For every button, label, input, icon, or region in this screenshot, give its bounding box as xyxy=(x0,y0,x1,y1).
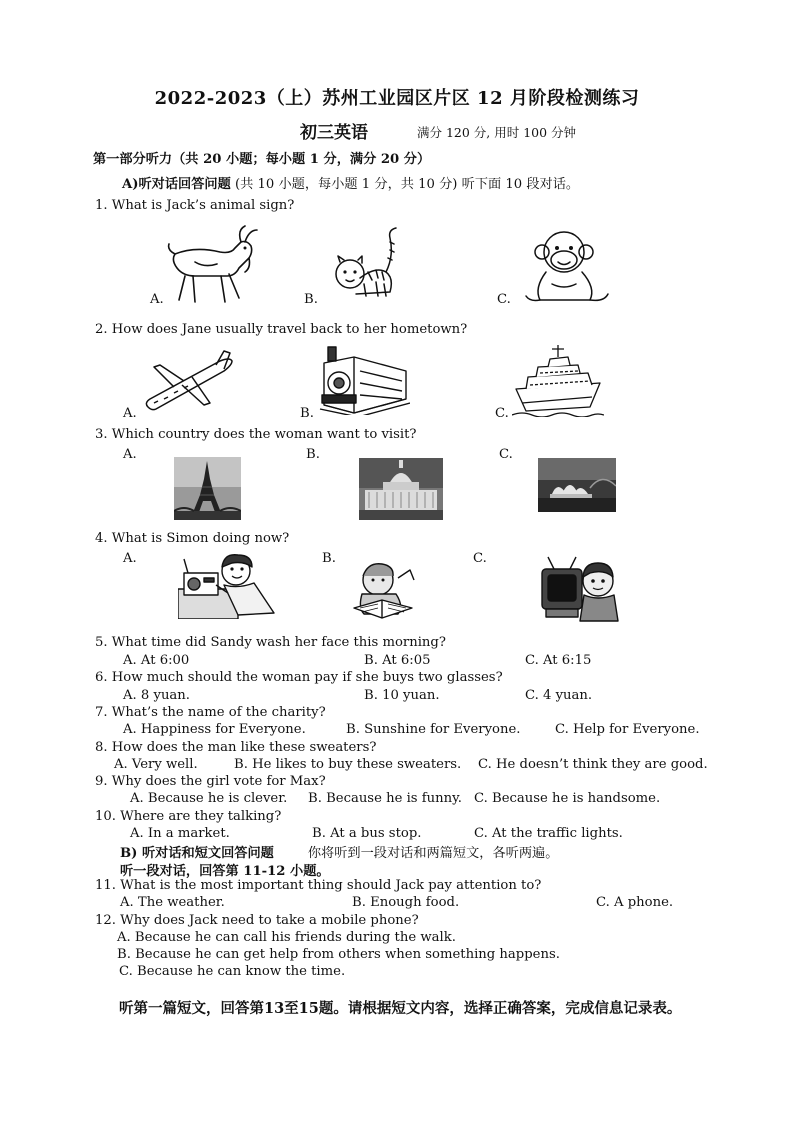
q11-option-c[interactable]: C. A phone. xyxy=(596,895,674,910)
dialogue-heading: 听一段对话，回答第 11-12 小题。 xyxy=(120,864,330,879)
question-9: 9. Why does the girl vote for Max? xyxy=(95,774,326,789)
q8-option-c[interactable]: C. He doesn’t think they are good. xyxy=(478,757,708,772)
q5-option-b[interactable]: B. At 6:05 xyxy=(364,653,431,668)
question-2: 2. How does Jane usually travel back to her hometown? xyxy=(95,322,468,337)
q8-option-b[interactable]: B. He likes to buy these sweaters. xyxy=(234,757,462,772)
q2-option-a[interactable]: A. xyxy=(123,406,137,421)
boy-tv-icon xyxy=(540,555,620,623)
question-5: 5. What time did Sandy wash her face this morning? xyxy=(95,635,446,650)
q10-option-c[interactable]: C. At the traffic lights. xyxy=(474,826,623,841)
q7-option-a[interactable]: A. Happiness for Everyone. xyxy=(123,722,306,737)
q4-option-b[interactable]: B. xyxy=(322,551,336,566)
q6-option-b[interactable]: B. 10 yuan. xyxy=(364,688,440,703)
child-reading-icon xyxy=(348,560,418,620)
q4-option-a[interactable]: A. xyxy=(123,551,137,566)
subject-title: 初三英语 xyxy=(300,123,368,143)
passage1-heading: 听第一篇短文，回答第13至15题。请根据短文内容，选择正确答案，完成信息记录表。 xyxy=(119,1000,682,1017)
q9-option-c[interactable]: C. Because he is handsome. xyxy=(474,791,661,806)
ship-icon xyxy=(512,343,604,417)
question-4: 4. What is Simon doing now? xyxy=(95,531,290,546)
q11-option-b[interactable]: B. Enough food. xyxy=(352,895,460,910)
sectionA-title: A)听对话回答问题 xyxy=(122,177,231,192)
train-icon xyxy=(318,343,410,415)
q10-option-b[interactable]: B. At a bus stop. xyxy=(312,826,422,841)
monkey-icon xyxy=(520,228,612,304)
question-10: 10. Where are they talking? xyxy=(95,809,282,824)
q6-option-c[interactable]: C. 4 yuan. xyxy=(525,688,593,703)
page-title: 2022-2023（上）苏州工业园区片区 12 月阶段检测练习 xyxy=(154,88,640,109)
q7-option-b[interactable]: B. Sunshine for Everyone. xyxy=(346,722,521,737)
q2-option-b[interactable]: B. xyxy=(300,406,314,421)
q6-option-a[interactable]: A. 8 yuan. xyxy=(123,688,190,703)
sectionB-title: B) 听对话和短文回答问题 xyxy=(120,846,274,861)
q9-option-b[interactable]: B. Because he is funny. xyxy=(308,791,462,806)
q2-option-c[interactable]: C. xyxy=(495,406,509,421)
q1-option-b[interactable]: B. xyxy=(304,292,318,307)
sectionB-desc: 你将听到一段对话和两篇短文，各听两遍。 xyxy=(307,846,559,861)
q12-option-b[interactable]: B. Because he can get help from others when something happens. xyxy=(117,947,560,962)
question-11: 11. What is the most important thing should Jack pay attention to? xyxy=(95,878,542,893)
q3-option-c[interactable]: C. xyxy=(499,447,513,462)
sydney-opera-house-photo xyxy=(538,458,616,512)
part1-heading: 第一部分听力（共 20 小题；每小题 1 分，满分 20 分） xyxy=(93,152,431,167)
goat-icon xyxy=(165,224,260,308)
q3-option-a[interactable]: A. xyxy=(123,447,137,462)
question-8: 8. How does the man like these sweaters? xyxy=(95,740,377,755)
sectionB-instructions xyxy=(120,842,558,861)
q4-option-c[interactable]: C. xyxy=(473,551,487,566)
question-7: 7. What’s the name of the charity? xyxy=(95,705,326,720)
boy-radio-icon xyxy=(178,553,276,619)
exam-info: 满分 120 分, 用时 100 分钟 xyxy=(417,125,577,140)
question-12: 12. Why does Jack need to take a mobile phone? xyxy=(95,913,419,928)
q5-option-a[interactable]: A. At 6:00 xyxy=(123,653,190,668)
q12-option-a[interactable]: A. Because he can call his friends during the walk. xyxy=(117,930,456,945)
q7-option-c[interactable]: C. Help for Everyone. xyxy=(555,722,700,737)
q1-option-a[interactable]: A. xyxy=(150,292,164,307)
tiger-icon xyxy=(330,226,404,304)
q11-option-a[interactable]: A. The weather. xyxy=(120,895,225,910)
q3-option-b[interactable]: B. xyxy=(306,447,320,462)
question-3: 3. Which country does the woman want to visit? xyxy=(95,427,417,442)
q1-option-c[interactable]: C. xyxy=(497,292,511,307)
capitol-building-photo xyxy=(359,458,443,520)
q12-option-c[interactable]: C. Because he can know the time. xyxy=(119,964,346,979)
question-1: 1. What is Jack’s animal sign? xyxy=(95,198,295,213)
airplane-icon xyxy=(140,345,236,417)
q10-option-a[interactable]: A. In a market. xyxy=(130,826,230,841)
question-6: 6. How much should the woman pay if she buys two glasses? xyxy=(95,670,503,685)
eiffel-tower-photo xyxy=(174,457,241,520)
q8-option-a[interactable]: A. Very well. xyxy=(114,757,198,772)
sectionA-desc: (共 10 小题，每小题 1 分，共 10 分) 听下面 10 段对话。 xyxy=(230,177,580,192)
sectionA-instructions xyxy=(122,173,579,192)
q9-option-a[interactable]: A. Because he is clever. xyxy=(130,791,288,806)
q5-option-c[interactable]: C. At 6:15 xyxy=(525,653,592,668)
